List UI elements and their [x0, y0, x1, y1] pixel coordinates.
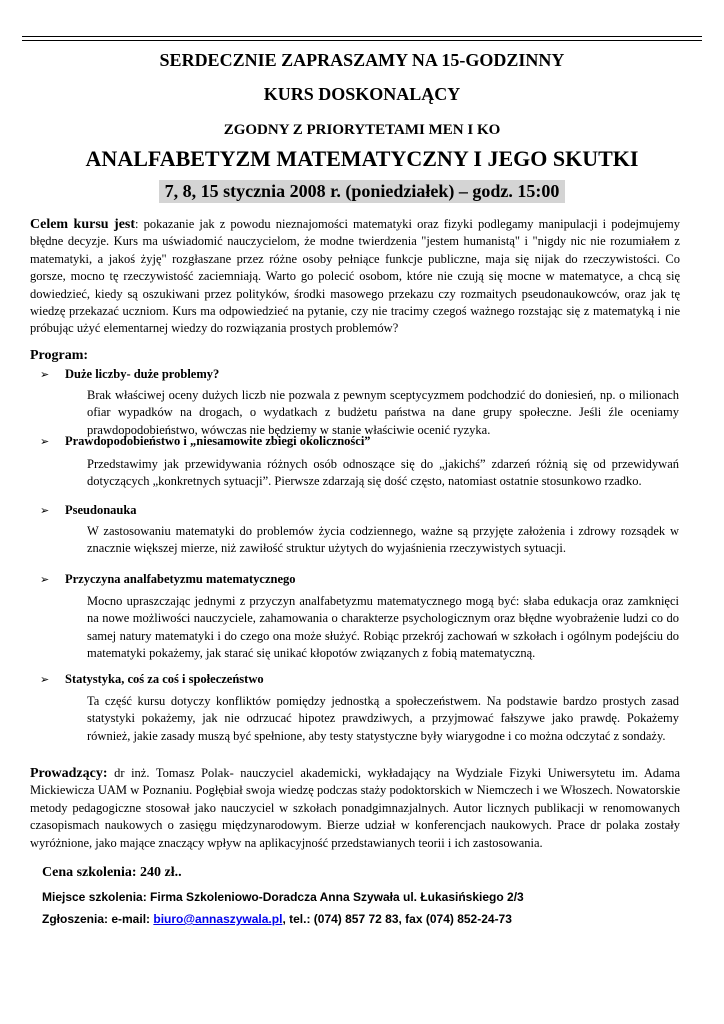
instructor-paragraph: [30, 765, 680, 852]
date-banner: [0, 180, 724, 203]
instructor-text: dr inż. Tomasz Polak- nauczyciel akademicki, wykładający na Wydziale Fizyki Uniwersytetu im. Adama Mickiewicza UAM w Poznaniu. Pogłębiał swoja wiedzę podczas staży podoktorskich w Niemczech i we Włoszech. Nowatorskie metody pedagogiczne stosował jako nauczyciel w szkołach ponadgimnazjalnych. Autor licznych publikacji w renomowanych czasopismach naukowych o zasięgu międzynarodowym. Bierze udział w konferencjach naukowych. Prace dr polaka zostały wyróżnione, jako mające znaczący wpływ na aplikacyjność przedstawianych teorii i ich zastosowania.: [30, 766, 680, 850]
arrow-bullet-icon: ➢: [40, 673, 50, 686]
program-item-title: ➢ Pseudonauka: [40, 503, 137, 517]
arrow-bullet-icon: ➢: [40, 435, 50, 448]
email-link[interactable]: biuro@annaszywala.pl: [153, 912, 283, 926]
top-rule-secondary: [22, 40, 702, 41]
price-value: : 240 zł..: [131, 865, 182, 880]
course-title: ANALFABETYZM MATEMATYCZNY I JEGO SKUTKI: [85, 146, 639, 171]
program-item-title: ➢ Statystyka, coś za coś i społeczeństwo: [40, 672, 264, 686]
header-priorities: ZGODNY Z PRIORYTETAMI MEN I KO: [223, 122, 501, 138]
program-item-text: Brak właściwej oceny dużych liczb nie pozwala z pewnym sceptycyzmem podchodzić do doniesień, np. o milionach ofiar wypadków na drogach, o wydatkach z budżetu państwa na dane grupy społeczne. Jeśli źle oceniamy prawdopodobieństwo, wówczas nie będziemy w stanie właściwie ocenić ryzyka.: [87, 388, 679, 437]
program-item-text: Mocno upraszczając jednymi z przyczyn analfabetyzmu matematycznego mogą być: słaba edukacja oraz zamknięci na nowe możliwości nauczyciele, zahamowania o charakterze psychologicznym oraz błędne wyobrażenie ludzi co do samej natury matematyki i do czego ona może służyć. Robiąc przekrój zachowań w szkołach i ogólnym podejściu do matematyki pokażemy, jak starać się unikać kłopotów związanych z fobią matematyczną.: [87, 594, 679, 661]
intro-text: : pokazanie jak z powodu nieznajomości matematyki oraz fizyki podlegamy manipulacji i podejmujemy błędne decyzje. Kurs ma uświadomić nauczycielom, że modne twierdzenia "jestem humanistą" i "nigdy nic nie rozumiałem z matematyki, a jakoś żyję" rozgłaszane przez różne osoby pełniące funkcje publiczne, maja się nijak do rzeczywistości. Co gorsze, mocno tę rzeczywistość zaciemniają. Warto go polecić osobom, które nie czują się mocne w matematyce, a chcą się dowiedzieć, kiedy są oszukiwani przez polityków, środki masowego przekazu czy rozmaitych pseudonaukowców, oraz jak tę wiedzę przekazać uczniom. Kurs ma odpowiedzieć na pytanie, czy nie tracimy czegoś ważnego rozstając się z matematyką i nie próbując użyć elementarnej wiedzy do rozwiązania prostych problemów?: [30, 217, 680, 336]
top-rule: [22, 36, 702, 37]
intro-label: Celem kursu jest: [30, 217, 136, 232]
price-label: Cena szkolenia: [42, 865, 132, 880]
contact-phone-fax: , tel.: (074) 857 72 83, fax (074) 852-24-73: [282, 912, 512, 926]
course-date: 7, 8, 15 stycznia 2008 r. (poniedziałek) – godz. 15:00: [159, 180, 566, 203]
arrow-bullet-icon: ➢: [40, 573, 50, 586]
header-course-type: KURS DOSKONALĄCY: [263, 84, 461, 104]
header-invitation: SERDECZNIE ZAPRASZAMY NA 15-GODZINNY: [159, 50, 565, 70]
location-line: Miejsce szkolenia: Firma Szkoleniowo-Doradcza Anna Szywała ul. Łukasińskiego 2/3: [42, 890, 524, 904]
program-item-title: ➢ Prawdopodobieństwo i „niesamowite zbiegi okoliczności”: [40, 434, 371, 448]
program-item-title: ➢ Przyczyna analfabetyzmu matematycznego: [40, 572, 296, 586]
program-heading: Program:: [30, 348, 89, 363]
instructor-label: Prowadzący:: [30, 766, 108, 781]
intro-paragraph: [30, 216, 680, 338]
contact-prefix: Zgłoszenia: e-mail:: [42, 912, 154, 926]
program-item-text: W zastosowaniu matematyki do problemów życia codziennego, ważne są przyjęte założenia i zdrowy rozsądek w znacznie większej mierze, niż zawiłość struktur użytych do wyjaśnienia rzeczywistych sytuacji.: [87, 524, 679, 556]
arrow-bullet-icon: ➢: [40, 504, 50, 517]
program-item-text: Przedstawimy jak przewidywania różnych osób odnoszące się do „jakichś” zdarzeń różnią się od przewidywań dotyczących „konkretnych sytuacji”. Pierwsze zdarzają się dość często, natomiast ostatnie stosunkowo rzadko.: [87, 457, 679, 489]
arrow-bullet-icon: ➢: [40, 368, 50, 381]
program-item-text: Ta część kursu dotyczy konfliktów pomiędzy jednostką a społeczeństwem. Na podstawie bardzo prostych zasad statystyki pokażemy, jak nie odrzucać hipotez prawdziwych, a przyjmować fałszywe jako prawdę. Pokażemy również, jakie zasady muszą być spełnione, aby testy statystyczne były wiarygodne i co można odczytać z sondaży.: [87, 694, 679, 743]
price-line: [42, 865, 182, 881]
contact-line: [42, 912, 512, 926]
program-item-title: ➢ Duże liczby- duże problemy?: [40, 367, 220, 381]
